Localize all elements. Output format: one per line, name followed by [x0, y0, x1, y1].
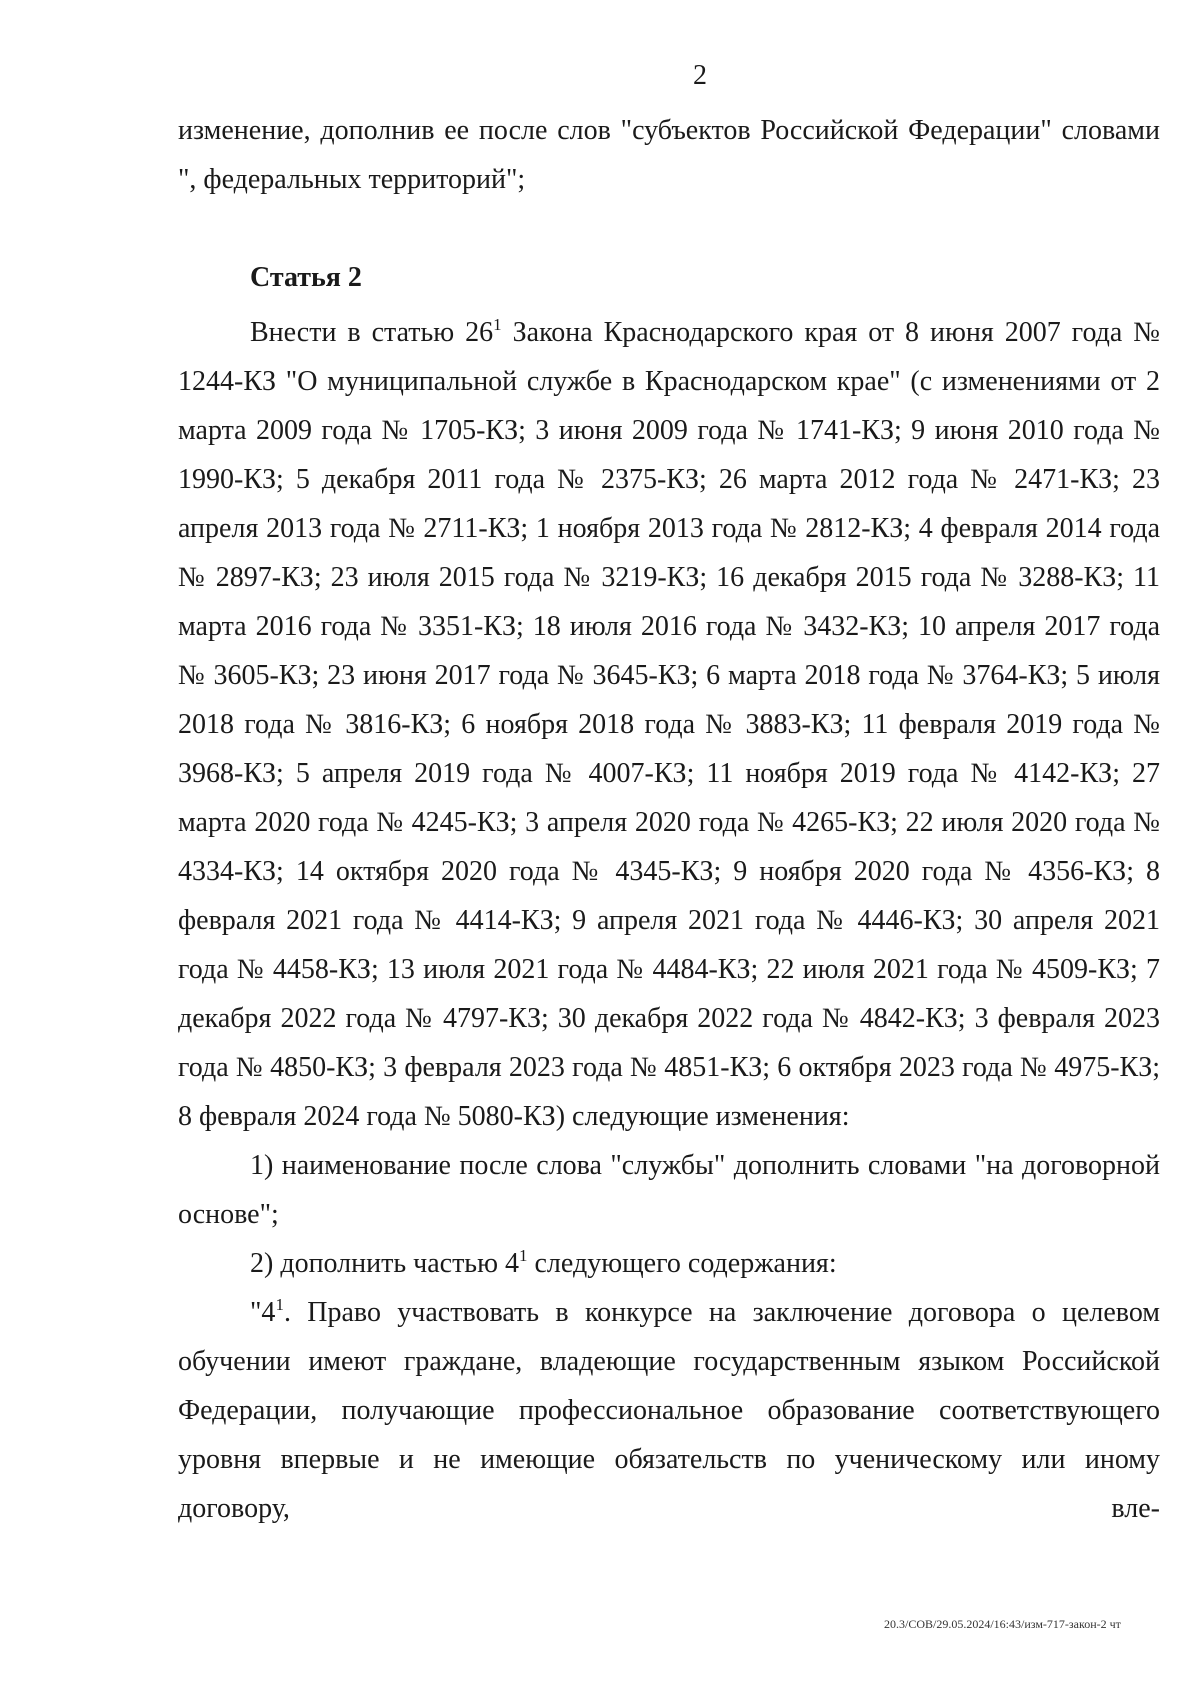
- document-body: [178, 106, 1160, 1533]
- paragraph-gap: [178, 204, 1160, 253]
- item-2-text-start: 2) дополнить частью 4: [250, 1248, 519, 1279]
- quote-text-start: "4: [250, 1297, 276, 1328]
- item-2-paragraph: [178, 1239, 1160, 1288]
- page-number: 2: [693, 60, 707, 91]
- footer-stamp: 20.3/СОВ/29.05.2024/16:43/изм-717-закон-2 чт: [884, 1617, 1121, 1631]
- quote-superscript: 1: [275, 1295, 284, 1314]
- article-body-text-rest: Закона Краснодарского края от 8 июня 2007 года № 1244-КЗ "О муниципальной службе в Краснодарском крае" (с изменениями от 2 марта 2009 года № 1705-КЗ; 3 июня 2009 года № 1741-КЗ; 9 июня 2010 года № 1990-КЗ; 5 декабря 2011 года № 2375-КЗ; 26 марта 2012 года № 2471-КЗ; 23 апреля 2013 года № 2711-КЗ; 1 ноября 2013 года № 2812-КЗ; 4 февраля 2014 года № 2897-КЗ; 23 июля 2015 года № 3219-КЗ; 16 декабря 2015 года № 3288-КЗ; 11 марта 2016 года № 3351-КЗ; 18 июля 2016 года № 3432-КЗ; 10 апреля 2017 года № 3605-КЗ; 23 июня 2017 года № 3645-КЗ; 6 марта 2018 года № 3764-КЗ; 5 июля 2018 года № 3816-КЗ; 6 ноября 2018 года № 3883-КЗ; 11 февраля 2019 года № 3968-КЗ; 5 апреля 2019 года № 4007-КЗ; 11 ноября 2019 года № 4142-КЗ; 27 марта 2020 года № 4245-КЗ; 3 апреля 2020 года № 4265-КЗ; 22 июля 2020 года № 4334-КЗ; 14 октября 2020 года № 4345-КЗ; 9 ноября 2020 года № 4356-КЗ; 8 февраля 2021 года № 4414-КЗ; 9 апреля 2021 года № 4446-КЗ; 30 апреля 2021 года № 4458-КЗ; 13 июля 2021 года № 4484-КЗ; 22 июля 2021 года № 4509-КЗ; 7 декабря 2022 года № 4797-КЗ; 30 декабря 2022 года № 4842-КЗ; 3 февраля 2023 года № 4850-КЗ; 3 февраля 2023 года № 4851-КЗ; 6 октября 2023 года № 4975-КЗ; 8 февраля 2024 года № 5080-КЗ) следующие изменения:: [178, 317, 1160, 1132]
- article-body-text-start: Внести в статью 26: [250, 317, 494, 348]
- item-2-superscript: 1: [519, 1246, 528, 1265]
- article-heading: Статья 2: [250, 262, 362, 293]
- item-2-text-rest: следующего содержания:: [527, 1248, 837, 1279]
- quote-paragraph: [178, 1288, 1160, 1533]
- article-body-superscript: 1: [493, 315, 502, 334]
- item-1-paragraph: 1) наименование после слова "службы" дополнить словами "на договорной основе";: [178, 1150, 1160, 1230]
- article-body-paragraph: [178, 308, 1160, 1141]
- intro-paragraph: изменение, дополнив ее после слов "субъектов Российской Федерации" словами ", федеральных территорий";: [178, 115, 1160, 195]
- quote-text-rest: . Право участвовать в конкурсе на заключение договора о целевом обучении имеют граждане, владеющие государственным языком Российской Федерации, получающие профессиональное образование соответствующего уровня впервые и не имеющие обязательств по ученическому или иному договору, вле-: [178, 1297, 1160, 1524]
